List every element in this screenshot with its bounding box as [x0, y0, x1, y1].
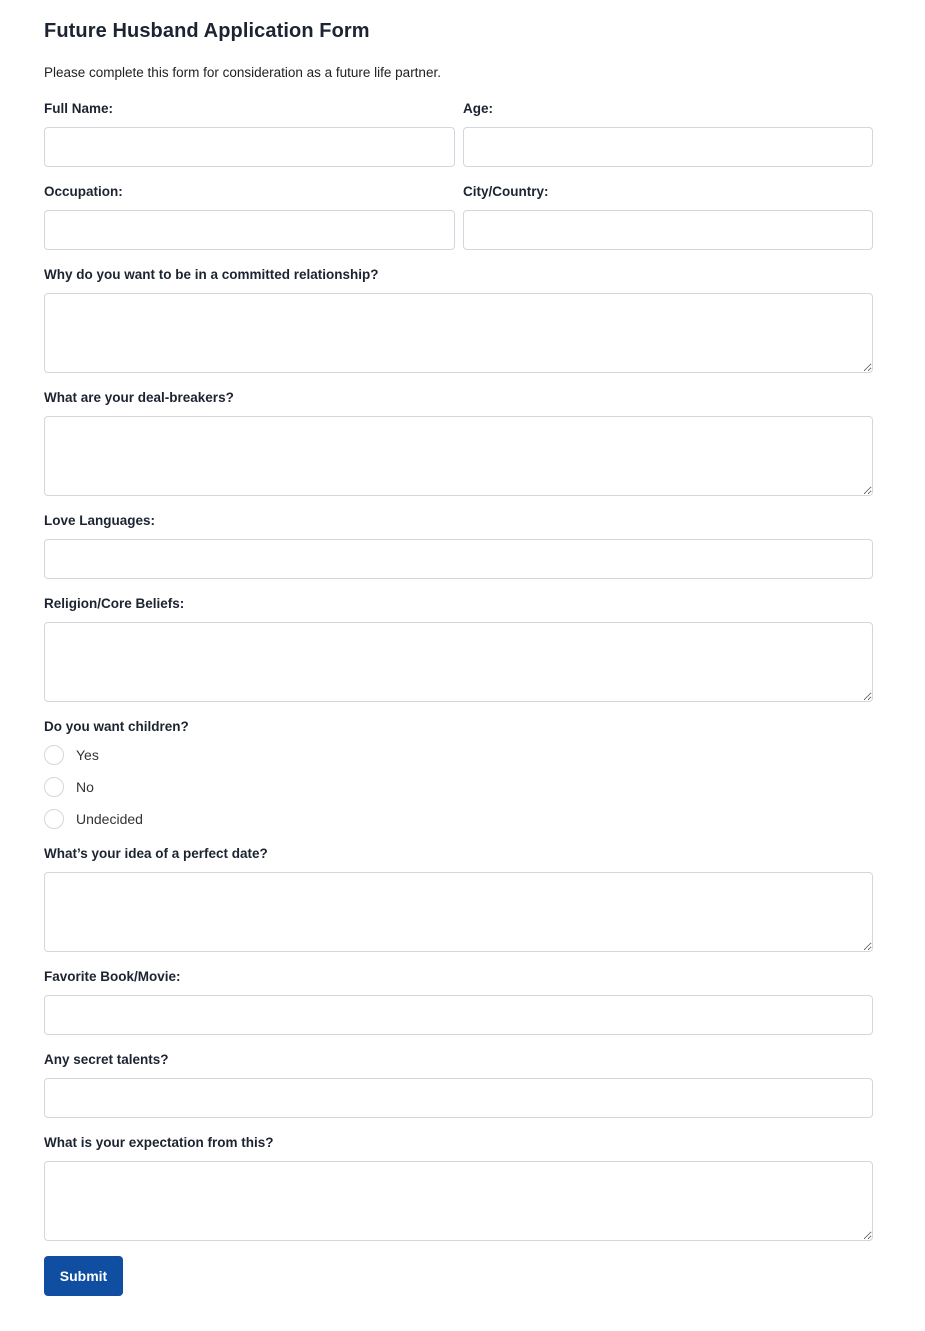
religion-label: Religion/Core Beliefs:: [44, 596, 185, 611]
committed-relationship-textarea[interactable]: [44, 293, 873, 373]
radio-button-icon[interactable]: [44, 745, 64, 765]
children-label: Do you want children?: [44, 719, 189, 734]
perfect-date-label: What’s your idea of a perfect date?: [44, 846, 268, 861]
full-name-label: Full Name:: [44, 101, 114, 116]
form-intro: Please complete this form for consideration as a future life partner.: [44, 65, 441, 80]
radio-label-undecided: Undecided: [76, 811, 143, 827]
secret-talents-input[interactable]: [44, 1078, 873, 1118]
committed-relationship-label: Why do you want to be in a committed relationship?: [44, 267, 379, 282]
age-input[interactable]: [463, 127, 873, 167]
favorite-book-movie-label: Favorite Book/Movie:: [44, 969, 181, 984]
submit-button[interactable]: Submit: [44, 1256, 123, 1296]
occupation-input[interactable]: [44, 210, 455, 250]
radio-label-no: No: [76, 779, 94, 795]
form-title: Future Husband Application Form: [44, 20, 370, 42]
full-name-input[interactable]: [44, 127, 455, 167]
perfect-date-textarea[interactable]: [44, 872, 873, 952]
city-country-input[interactable]: [463, 210, 873, 250]
children-option-no[interactable]: [44, 777, 94, 797]
religion-textarea[interactable]: [44, 622, 873, 702]
occupation-label: Occupation:: [44, 184, 123, 199]
love-languages-input[interactable]: [44, 539, 873, 579]
deal-breakers-label: What are your deal-breakers?: [44, 390, 234, 405]
age-label: Age:: [463, 101, 493, 116]
radio-button-icon[interactable]: [44, 809, 64, 829]
favorite-book-movie-input[interactable]: [44, 995, 873, 1035]
children-option-undecided[interactable]: [44, 809, 143, 829]
city-country-label: City/Country:: [463, 184, 549, 199]
love-languages-label: Love Languages:: [44, 513, 156, 528]
secret-talents-label: Any secret talents?: [44, 1052, 169, 1067]
deal-breakers-textarea[interactable]: [44, 416, 873, 496]
expectation-label: What is your expectation from this?: [44, 1135, 274, 1150]
expectation-textarea[interactable]: [44, 1161, 873, 1241]
radio-button-icon[interactable]: [44, 777, 64, 797]
children-option-yes[interactable]: [44, 745, 99, 765]
radio-label-yes: Yes: [76, 747, 99, 763]
